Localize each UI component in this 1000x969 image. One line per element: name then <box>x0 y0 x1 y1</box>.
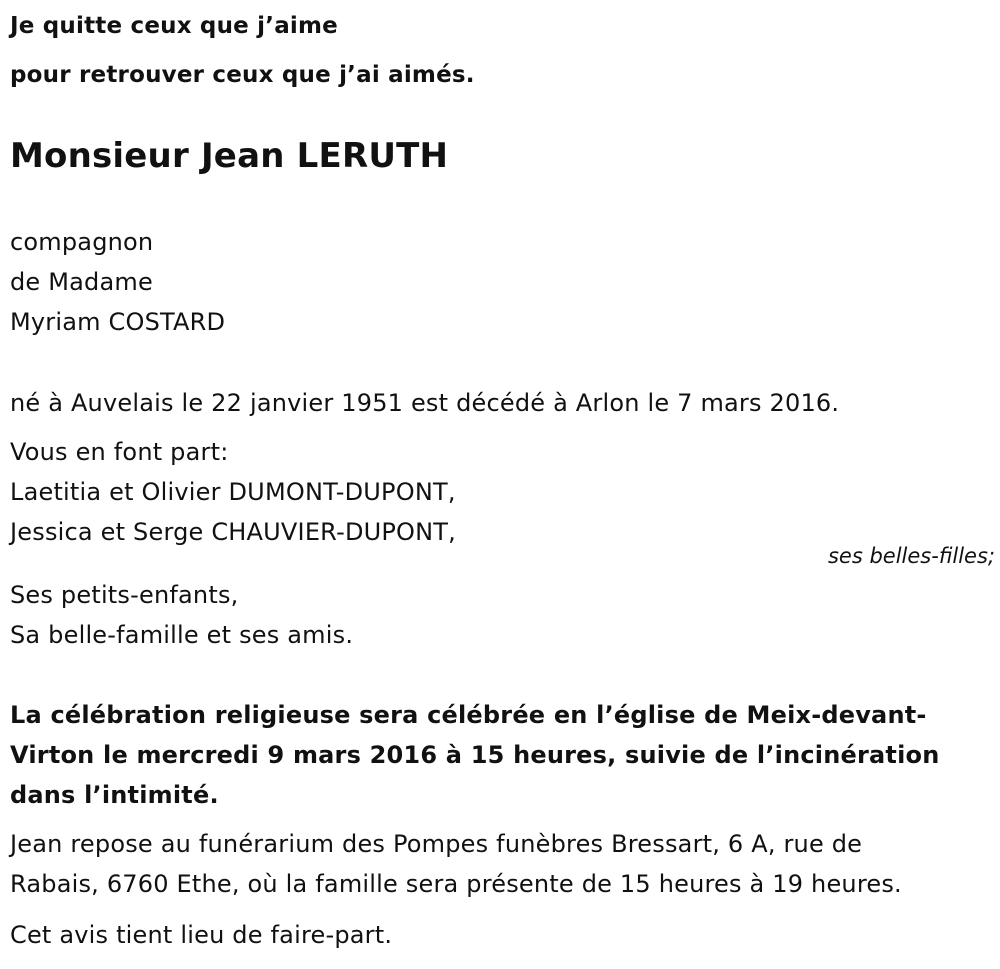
deceased-name: Monsieur Jean LERUTH <box>10 136 449 176</box>
family-member: Jessica et Serge CHAUVIER-DUPONT, <box>10 518 456 546</box>
ceremony-line: dans l’intimité. <box>10 781 219 809</box>
ceremony-line: Virton le mercredi 9 mars 2016 à 15 heures, suivie de l’incinération <box>10 741 940 769</box>
family-note: ses belles-filles; <box>827 544 995 568</box>
closing-note: Cet avis tient lieu de faire-part. <box>10 921 393 949</box>
ceremony-line: La célébration religieuse sera célébrée en l’église de Meix-devant- <box>10 701 927 729</box>
other-mourners: Ses petits-enfants, <box>10 581 239 609</box>
verse-line-2: pour retrouver ceux que j’ai aimés. <box>10 62 475 88</box>
partner-line-3: Myriam COSTARD <box>10 308 226 336</box>
obituary-notice <box>10 0 995 969</box>
funeral-home-line: Rabais, 6760 Ethe, où la famille sera présente de 15 heures à 19 heures. <box>10 870 902 898</box>
other-mourners: Sa belle-famille et ses amis. <box>10 621 354 649</box>
announcers-intro: Vous en font part: <box>10 438 229 466</box>
life-dates: né à Auvelais le 22 janvier 1951 est décédé à Arlon le 7 mars 2016. <box>10 389 840 417</box>
partner-line-1: compagnon <box>10 228 154 256</box>
funeral-home-line: Jean repose au funérarium des Pompes funèbres Bressart, 6 A, rue de <box>10 830 863 858</box>
verse-line-1: Je quitte ceux que j’aime <box>10 13 338 39</box>
partner-line-2: de Madame <box>10 268 153 296</box>
family-member: Laetitia et Olivier DUMONT-DUPONT, <box>10 478 456 506</box>
